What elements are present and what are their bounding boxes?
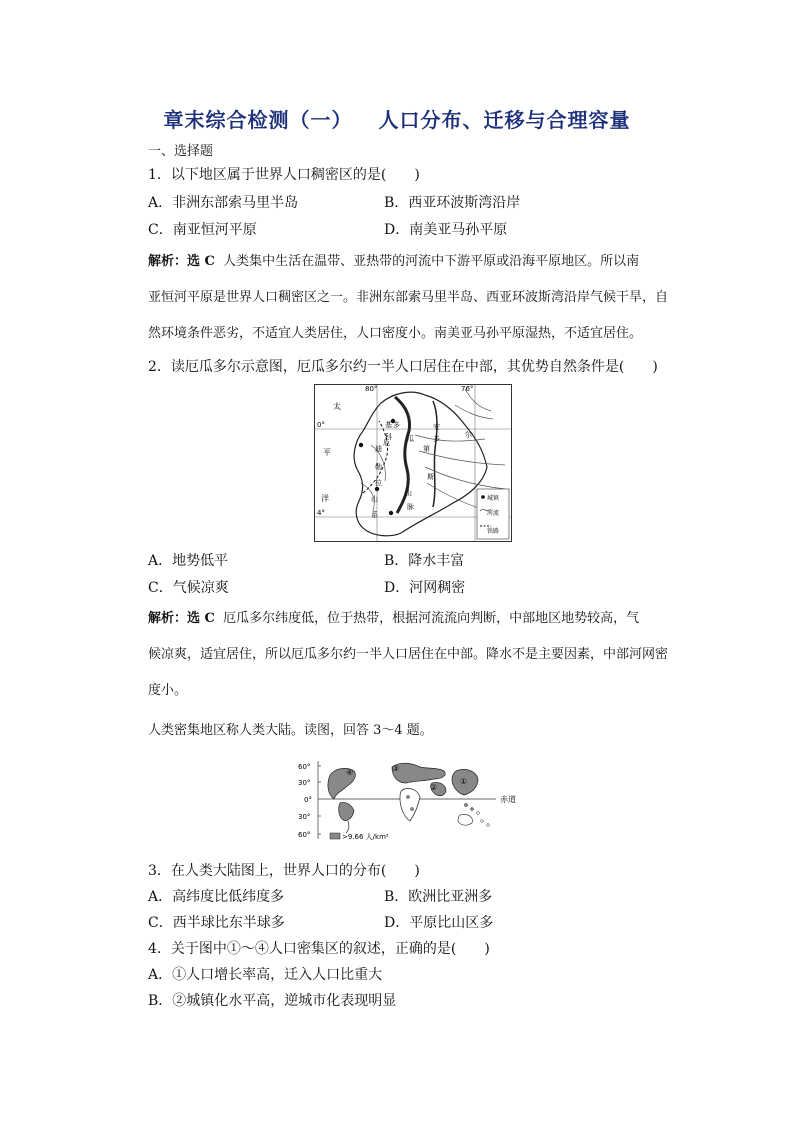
river [425, 467, 505, 489]
q1-option-b: B．西亚环波斯湾沿岸 [384, 195, 521, 211]
river [455, 405, 493, 419]
range-char: 系 [371, 511, 378, 519]
world-density-map [296, 757, 530, 845]
lon-label-76: 76° [461, 385, 474, 393]
q1-analysis-tag: 解析：选 C [148, 254, 215, 269]
country-char: 多 [433, 435, 440, 443]
legend-swatch [330, 833, 340, 839]
river [419, 451, 505, 465]
q3-stem: 3．在人类大陆图上，世界人口的分布( ) [148, 863, 420, 879]
lat-label: 60° [298, 763, 311, 771]
range-char: 第 [423, 445, 430, 453]
q1-analysis [148, 244, 678, 352]
range-char: 山 [405, 489, 412, 497]
legend-town: 城镇 [487, 495, 500, 502]
range-char: 山 [371, 495, 378, 503]
q1-analysis-line: 人类集中生活在温带、亚热带的河流中下游平原或沿海平原地区。所以南 [223, 254, 640, 269]
map-legend [477, 489, 509, 539]
title-sub: 人口分布、迁移与合理容量 [378, 108, 631, 132]
q2-analysis-line: 度小。 [148, 683, 188, 698]
lat-label: 60° [298, 831, 311, 839]
q3-option-d: D．平原比山区多 [384, 915, 494, 931]
marker-2: ② [430, 783, 438, 792]
q2-option-c: C．气候凉爽 [148, 580, 229, 596]
lon-label-80: 80° [365, 385, 378, 393]
andes-ridge-east [433, 401, 437, 507]
marker-3: ③ [392, 764, 400, 773]
country-char: 厄 [383, 439, 390, 447]
q3-option-a: A．高纬度比低纬度多 [148, 889, 285, 905]
town-dot [359, 443, 363, 447]
range-char: 拉 [375, 479, 382, 487]
q1-stem: 1．以下地区属于世界人口稠密区的是( ) [148, 167, 420, 183]
africa-blob [400, 788, 420, 821]
ocean-char: 太 [333, 402, 341, 411]
page-title [0, 104, 794, 133]
q2-option-a: A．地势低平 [148, 553, 229, 569]
range-char: 斯 [427, 473, 434, 481]
marker-4: ④ [346, 768, 354, 777]
lat-label-0: 0° [317, 421, 325, 429]
range-char: 多 [393, 421, 400, 429]
q4-stem: 4．关于图中①～④人口密集区的叙述，正确的是( ) [148, 941, 490, 957]
range-char: 脉 [407, 503, 414, 511]
q3-option-c: C．西半球比东半球多 [148, 915, 285, 931]
lat-label: 30° [298, 813, 311, 821]
legend-railway: 铁路 [487, 528, 500, 535]
range-char: 勒 [375, 463, 382, 471]
lat-label: 0° [304, 796, 312, 804]
legend-label: >9.66 人/km² [342, 833, 389, 841]
europe-blob [392, 763, 445, 783]
legend-river: 河流 [487, 510, 500, 517]
range-char: 科 [385, 433, 392, 441]
country-char: 尔 [465, 431, 472, 439]
south-america-blob [339, 802, 354, 820]
q2-analysis [148, 601, 678, 709]
range-char: 安 [433, 423, 440, 431]
q2-analysis-line: 厄瓜多尔纬度低，位于热带，根据河流流向判断，中部地区地势较高，气 [223, 611, 640, 626]
range-char: 迪 [375, 445, 382, 453]
title-main: 章末综合检测（一） [163, 108, 353, 132]
ecuador-map [314, 384, 512, 542]
q1-option-a: A．非洲东部索马里半岛 [148, 195, 299, 211]
q3-option-b: B．欧洲比亚洲多 [384, 889, 493, 905]
q1-option-c: C．南亚恒河平原 [148, 222, 257, 238]
ocean-char: 洋 [321, 494, 329, 503]
range-char: 基 [385, 421, 392, 429]
lat-label: 30° [298, 779, 311, 787]
town-dot [389, 511, 393, 515]
q2-analysis-line: 候凉爽，适宜居住，所以厄瓜多尔约一半人口居住在中部。降水不是主要因素，中部河网密 [148, 647, 669, 662]
q2-analysis-tag: 解析：选 C [148, 611, 215, 626]
section-heading: 一、选择题 [148, 144, 214, 159]
country-char: 瓜 [407, 435, 414, 443]
q1-analysis-line: 然环境条件恶劣，不适宜人类居住，人口密度小。南美亚马孙平原湿热，不适宜居住。 [148, 326, 643, 341]
q2-option-b: B．降水丰富 [384, 553, 465, 569]
q2-stem: 2．读厄瓜多尔示意图，厄瓜多尔约一半人口居住在中部，其优势自然条件是( ) [148, 359, 658, 375]
q4-option-b: B．②城镇化水平高，逆城市化表现明显 [148, 993, 397, 1009]
intro-3-4: 人类密集地区称人类大陆。读图，回答 3～4 题。 [148, 723, 433, 738]
equator-label: 赤道 [500, 795, 516, 804]
lat-label-4: 4° [317, 509, 325, 517]
marker-1: ① [460, 777, 468, 786]
australia-outline [458, 814, 472, 825]
q1-analysis-line: 亚恒河平原是世界人口稠密区之一。非洲东部索马里半岛、西亚环波斯湾沿岸气候干旱，自 [148, 290, 669, 305]
q4-option-a: A．①人口增长率高，迁入人口比重大 [148, 967, 383, 983]
q1-option-d: D．南美亚马孙平原 [384, 222, 508, 238]
town-dot [375, 487, 379, 491]
ocean-char: 平 [323, 448, 331, 457]
q2-option-d: D．河网稠密 [384, 580, 466, 596]
